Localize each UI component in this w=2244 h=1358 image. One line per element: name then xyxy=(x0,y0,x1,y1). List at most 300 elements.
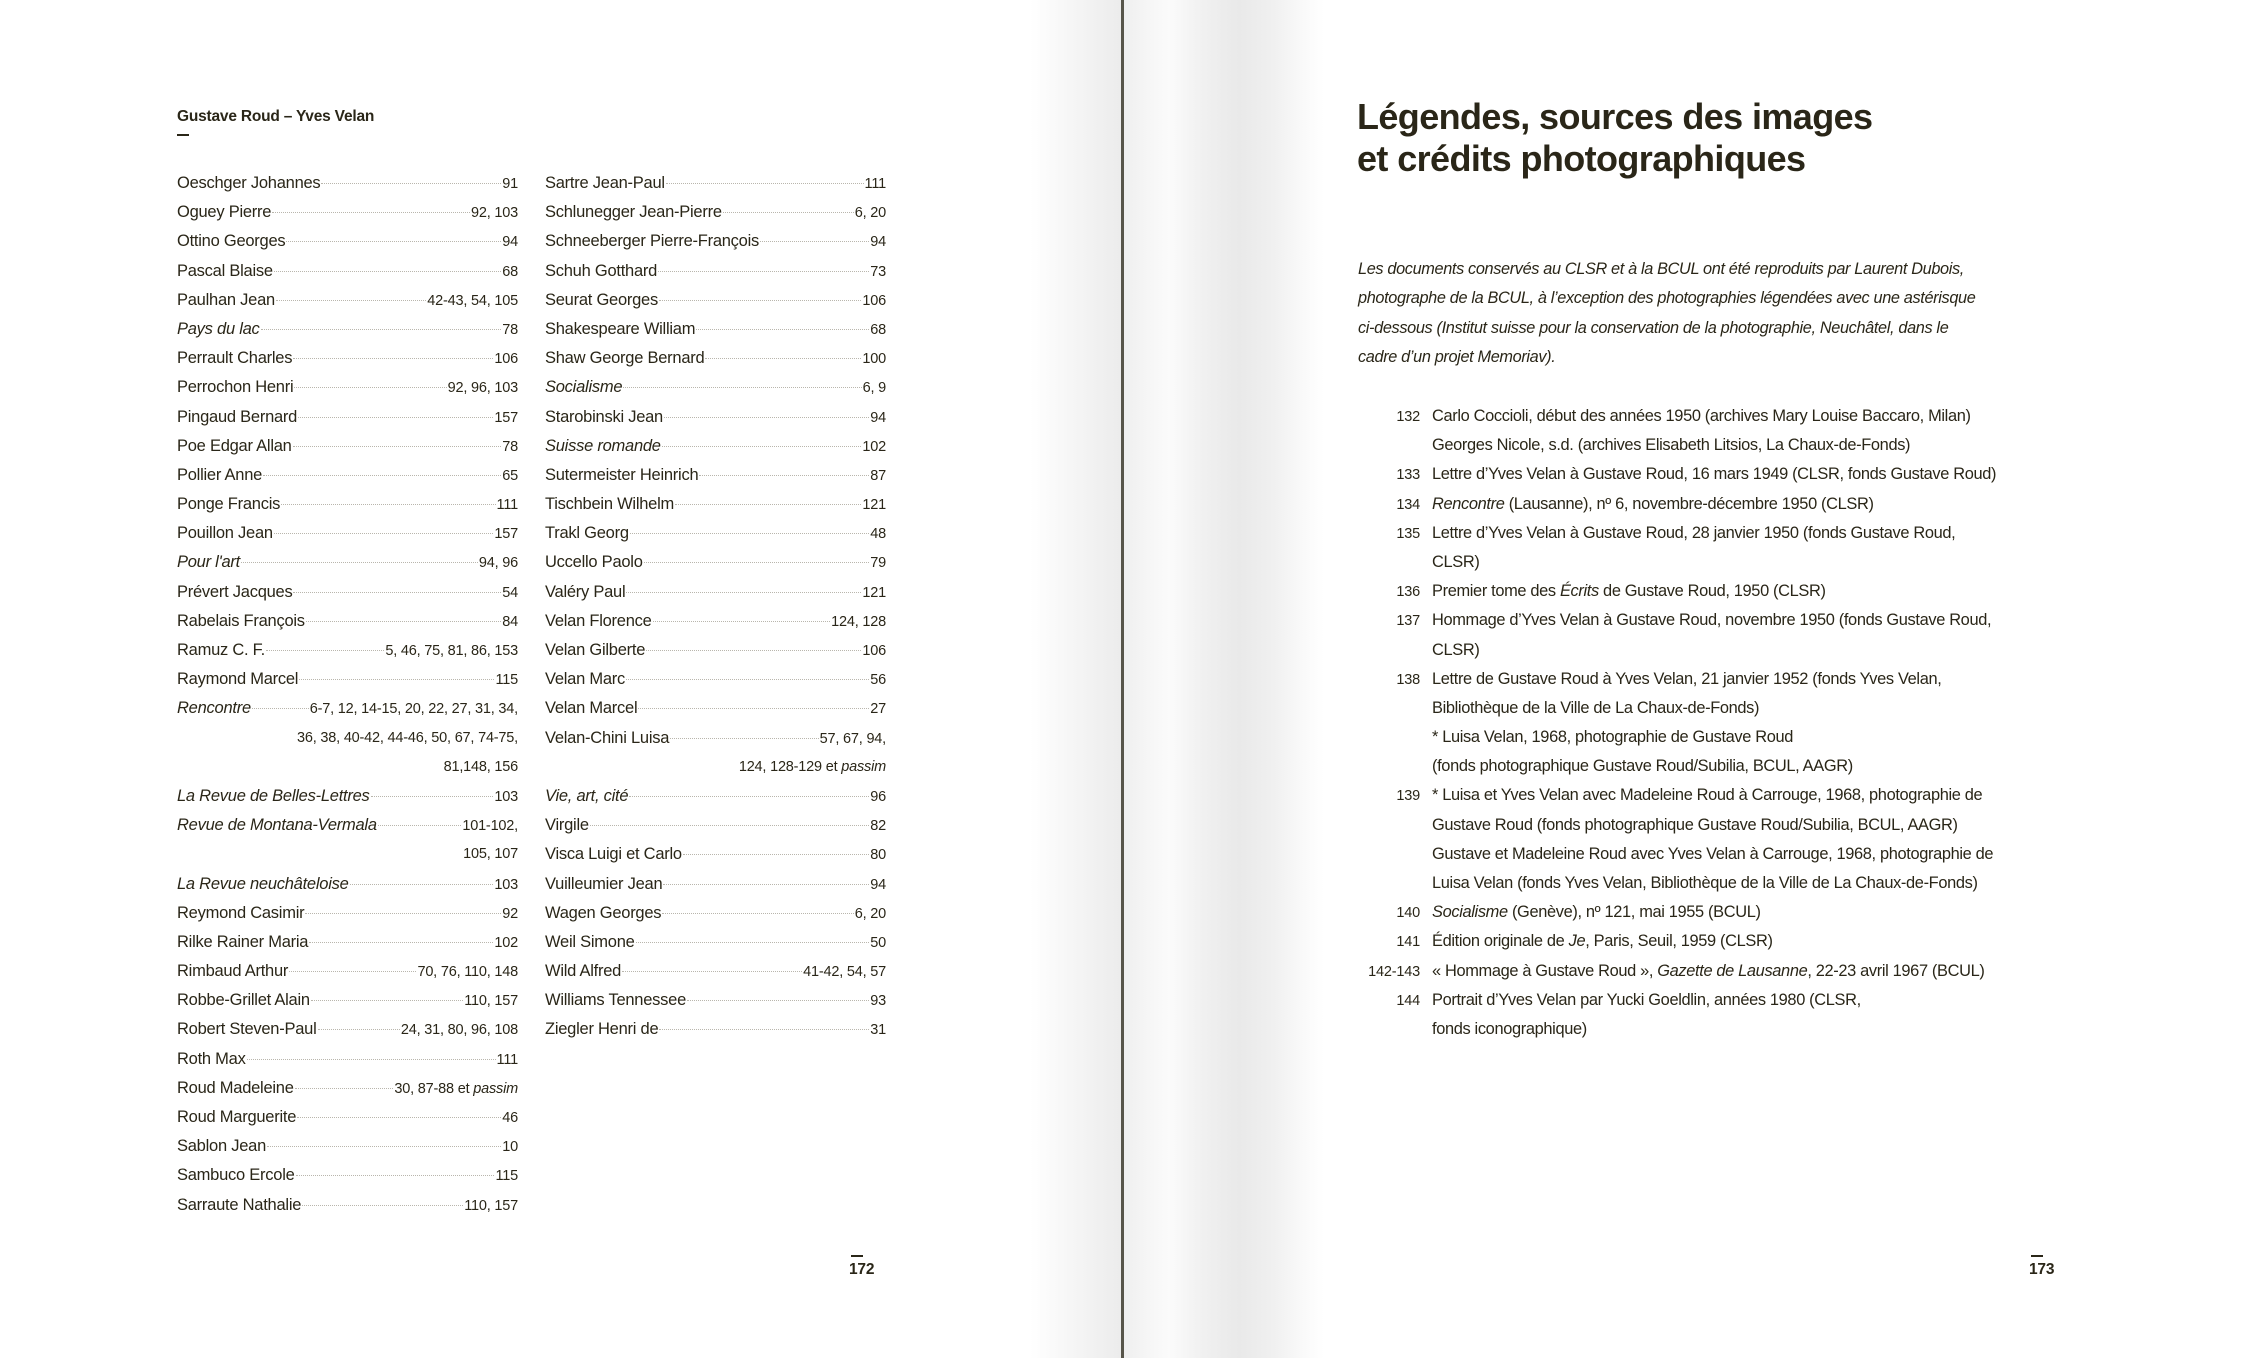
leader-dots xyxy=(263,475,501,476)
entry-pages: 111 xyxy=(864,176,886,192)
caption-entry xyxy=(1340,957,1996,986)
entry-name: Robbe-Grillet Alain xyxy=(177,991,310,1010)
index-entry xyxy=(545,957,886,986)
leader-dots xyxy=(350,884,494,885)
index-column-2 xyxy=(545,169,886,1045)
caption-page-number: 134 xyxy=(1396,496,1420,513)
entry-name: Oeschger Johannes xyxy=(177,174,321,192)
leader-dots xyxy=(646,650,861,651)
caption-text: Rencontre (Lausanne), nº 6, novembre-décembre 1950 (CLSR) xyxy=(1432,494,1874,513)
entry-pages: 106 xyxy=(494,351,518,368)
entry-pages: 91 xyxy=(502,176,518,192)
leader-dots xyxy=(659,300,861,301)
index-entry xyxy=(177,432,518,461)
caption-line xyxy=(1340,869,1996,898)
index-entry xyxy=(177,519,518,548)
caption-text: fonds iconographique) xyxy=(1432,1019,1587,1038)
leader-dots xyxy=(662,913,853,914)
entry-name: Socialisme xyxy=(545,378,623,397)
caption-text: CLSR) xyxy=(1432,552,1480,571)
entry-name: Velan-Chini Luisa xyxy=(545,728,670,747)
entry-pages: 110, 157 xyxy=(464,1197,518,1214)
caption-italic-title: Écrits xyxy=(1559,582,1599,601)
caption-line xyxy=(1340,431,1996,460)
index-entry xyxy=(177,373,518,402)
caption-line xyxy=(1340,957,1996,986)
entry-pages: 46 xyxy=(502,1110,518,1126)
leader-dots xyxy=(638,708,869,709)
caption-line xyxy=(1340,840,1996,869)
section-title xyxy=(1357,96,1872,180)
entry-pages: 27 xyxy=(870,701,886,718)
entry-name: La Revue neuchâteloise xyxy=(177,874,349,893)
entry-name: Weil Simone xyxy=(545,932,635,951)
index-entry xyxy=(177,403,518,432)
leader-dots xyxy=(252,708,309,709)
index-entry xyxy=(177,607,518,636)
leader-dots xyxy=(658,271,869,272)
entry-name: Rimbaud Arthur xyxy=(177,962,289,981)
leader-dots xyxy=(626,679,869,680)
index-entry xyxy=(545,432,886,461)
index-entry-continuation xyxy=(177,840,518,869)
leader-dots xyxy=(272,212,470,213)
passim-label: passim xyxy=(841,758,886,775)
page-number-right: 173 xyxy=(2029,1261,2055,1278)
entry-name: Suisse romande xyxy=(545,436,661,455)
leader-dots xyxy=(311,1000,463,1001)
caption-list xyxy=(1340,402,1996,1044)
caption-entry xyxy=(1340,665,1996,782)
entry-pages: 50 xyxy=(870,934,886,951)
entry-pages: 6, 20 xyxy=(854,905,886,922)
leader-dots xyxy=(289,971,416,972)
leader-dots xyxy=(267,1146,501,1147)
entry-name: Perrault Charles xyxy=(177,349,293,368)
caption-page-number: 136 xyxy=(1396,584,1420,601)
entry-name: Reymond Casimir xyxy=(177,903,305,922)
leader-dots xyxy=(274,271,501,272)
entry-pages: 65 xyxy=(502,467,518,484)
entry-name: Ziegler Henri de xyxy=(545,1020,659,1039)
entry-pages: 80 xyxy=(870,847,886,864)
caption-line xyxy=(1340,811,1996,840)
leader-dots xyxy=(378,825,462,826)
caption-page-number: 140 xyxy=(1396,905,1420,922)
intro-paragraph xyxy=(1358,255,1975,372)
leader-dots xyxy=(306,621,501,622)
leader-dots xyxy=(636,942,870,943)
index-entry xyxy=(177,548,518,577)
index-entry xyxy=(545,286,886,315)
entry-pages: 110, 157 xyxy=(464,993,518,1010)
index-entry xyxy=(545,694,886,723)
index-entry xyxy=(177,1103,518,1132)
caption-page-number: 144 xyxy=(1396,992,1420,1009)
index-entry xyxy=(545,373,886,402)
index-entry xyxy=(177,1015,518,1044)
caption-text: Georges Nicole, s.d. (archives Elisabeth Litsios, La Chaux-de-Fonds) xyxy=(1432,436,1911,455)
leader-dots xyxy=(299,679,494,680)
entry-pages: 54 xyxy=(502,584,518,601)
caption-italic-title: Je xyxy=(1568,932,1586,951)
index-entry xyxy=(177,1074,518,1103)
leader-dots xyxy=(687,1000,869,1001)
caption-line xyxy=(1340,752,1996,781)
caption-text: * Luisa Velan, 1968, photographie de Gustave Roud xyxy=(1432,728,1794,747)
entry-pages: 121 xyxy=(862,584,886,601)
leader-dots xyxy=(666,183,864,184)
entry-name: Uccello Paolo xyxy=(545,553,643,572)
index-entry xyxy=(177,198,518,227)
entry-name: Starobinski Jean xyxy=(545,407,663,426)
leader-dots xyxy=(298,417,493,418)
caption-page-number: 139 xyxy=(1396,788,1420,805)
entry-name: Schuh Gotthard xyxy=(545,261,658,280)
index-entry xyxy=(545,198,886,227)
entry-pages: 111 xyxy=(496,1051,518,1068)
index-entry xyxy=(177,665,518,694)
leader-dots xyxy=(261,329,502,330)
index-entry xyxy=(545,403,886,432)
entry-name: Wagen Georges xyxy=(545,903,662,922)
caption-text: Gustave Roud (fonds photographique Gustave Roud/Subilia, BCUL, AAGR) xyxy=(1432,815,1958,834)
index-entry xyxy=(545,490,886,519)
entry-name: Velan Gilberte xyxy=(545,641,646,659)
leader-dots xyxy=(626,592,861,593)
index-entry xyxy=(177,957,518,986)
index-entry xyxy=(177,899,518,928)
index-entry xyxy=(545,899,886,928)
caption-text: Luisa Velan (fonds Yves Velan, Bibliothèque de la Ville de La Chaux-de-Fonds) xyxy=(1432,874,1978,892)
entry-name: Schlunegger Jean-Pierre xyxy=(545,203,722,222)
entry-name: Wild Alfred xyxy=(545,962,622,981)
caption-line xyxy=(1340,781,1996,810)
intro-line: ci-dessous (Institut suisse pour la conservation de la photographie, Neuchâtel, dans le xyxy=(1358,318,1949,337)
entry-pages: 84 xyxy=(502,613,518,630)
leader-dots xyxy=(293,358,493,359)
entry-pages: 5, 46, 75, 81, 86, 153 xyxy=(385,643,518,659)
title-line: et crédits photographiques xyxy=(1357,138,1806,179)
entry-pages: 92 xyxy=(502,905,518,922)
intro-line: Les documents conservés au CLSR et à la BCUL ont été reproduits par Laurent Dubois, xyxy=(1358,260,1964,278)
entry-name: Vuilleumier Jean xyxy=(545,874,663,893)
entry-pages: 157 xyxy=(494,526,518,543)
entry-pages: 100 xyxy=(862,351,886,368)
entry-pages: 57, 67, 94, xyxy=(819,730,886,747)
entry-name: Oguey Pierre xyxy=(177,203,272,222)
index-entry xyxy=(545,257,886,286)
entry-pages: 87 xyxy=(870,467,886,484)
entry-pages: 56 xyxy=(870,672,886,689)
leader-dots xyxy=(629,796,869,797)
entry-name: Poe Edgar Allan xyxy=(177,436,292,455)
caption-italic-title: Gazette de Lausanne xyxy=(1657,961,1808,980)
entry-name: Vie, art, cité xyxy=(545,786,629,805)
index-entry xyxy=(177,1045,518,1074)
entry-pages: 42-43, 54, 105 xyxy=(427,292,518,309)
entry-pages: 93 xyxy=(870,993,886,1010)
index-entry xyxy=(545,344,886,373)
index-column-1 xyxy=(177,169,518,1220)
entry-pages: 121 xyxy=(862,497,886,514)
index-entry xyxy=(177,490,518,519)
leader-dots xyxy=(659,1029,869,1030)
caption-text: « Hommage à Gustave Roud », Gazette de Lausanne, 22-23 avril 1967 (BCUL) xyxy=(1432,961,1985,980)
caption-text: Gustave et Madeleine Roud avec Yves Velan à Carrouge, 1968, photographie de xyxy=(1432,844,1994,863)
entry-name: Velan Marc xyxy=(545,670,626,689)
entry-pages: 68 xyxy=(870,321,886,338)
entry-name: Visca Luigi et Carlo xyxy=(545,845,682,864)
index-entry xyxy=(545,665,886,694)
entry-pages: 48 xyxy=(870,526,886,543)
caption-text: (fonds photographique Gustave Roud/Subilia, BCUL, AAGR) xyxy=(1432,757,1853,776)
index-entry xyxy=(177,1132,518,1161)
entry-name: Sartre Jean-Paul xyxy=(545,174,665,192)
index-entry xyxy=(177,286,518,315)
entry-pages: 10 xyxy=(502,1139,518,1156)
index-entry xyxy=(177,870,518,899)
entry-pages: 6-7, 12, 14-15, 20, 22, 27, 31, 34, xyxy=(309,701,518,718)
entry-pages: 78 xyxy=(502,321,518,338)
entry-name: Pouillon Jean xyxy=(177,524,273,543)
entry-pages: 124, 128 xyxy=(831,613,886,630)
entry-pages: 82 xyxy=(870,818,886,835)
running-head: Gustave Roud – Yves Velan xyxy=(177,108,375,125)
entry-name: Prévert Jacques xyxy=(177,582,293,601)
caption-entry xyxy=(1340,402,1996,460)
entry-name: Velan Marcel xyxy=(545,699,638,718)
index-entry xyxy=(545,840,886,869)
entry-pages: 157 xyxy=(494,409,518,426)
index-entry xyxy=(177,257,518,286)
index-entry xyxy=(545,1015,886,1044)
caption-text: Carlo Coccioli, début des années 1950 (archives Mary Louise Baccaro, Milan) xyxy=(1432,407,1971,425)
leader-dots xyxy=(318,1029,400,1030)
index-entry xyxy=(177,1161,518,1190)
folio-dash xyxy=(851,1255,863,1257)
leader-dots xyxy=(302,1205,463,1206)
entry-pages: 101-102, xyxy=(462,818,518,835)
entry-pages: 94 xyxy=(870,876,886,893)
index-entry xyxy=(545,227,886,256)
leader-dots xyxy=(371,796,494,797)
leader-dots xyxy=(663,884,869,885)
index-entry xyxy=(177,1191,518,1220)
passim-label: passim xyxy=(473,1080,518,1097)
entry-name: Sablon Jean xyxy=(177,1137,266,1156)
caption-line xyxy=(1340,694,1996,723)
entry-name: Seurat Georges xyxy=(545,290,658,309)
entry-name: Roth Max xyxy=(177,1049,246,1068)
caption-line xyxy=(1340,986,1996,1015)
index-entry xyxy=(177,578,518,607)
entry-name: Roud Madeleine xyxy=(177,1078,294,1097)
leader-dots xyxy=(281,504,495,505)
left-page xyxy=(0,0,1121,1358)
entry-name: Pingaud Bernard xyxy=(177,407,298,426)
leader-dots xyxy=(590,825,869,826)
entry-name: Pays du lac xyxy=(177,319,260,338)
caption-page-number: 133 xyxy=(1396,467,1420,484)
index-entry xyxy=(545,548,886,577)
caption-page-number: 142-143 xyxy=(1368,963,1420,980)
leader-dots xyxy=(295,1088,394,1089)
entry-pages: 111 xyxy=(496,497,518,514)
entry-pages: 115 xyxy=(495,1168,518,1185)
caption-entry xyxy=(1340,898,1996,927)
entry-pages: 96 xyxy=(870,788,886,805)
caption-text: Lettre de Gustave Roud à Yves Velan, 21 janvier 1952 (fonds Yves Velan, xyxy=(1432,669,1942,688)
leader-dots xyxy=(296,1175,495,1176)
entry-pages: 92, 103 xyxy=(471,205,518,222)
leader-dots xyxy=(622,971,802,972)
entry-pages: 6, 20 xyxy=(854,205,886,222)
index-entry xyxy=(177,928,518,957)
entry-pages: 103 xyxy=(494,788,518,805)
caption-line xyxy=(1340,723,1996,752)
caption-entry xyxy=(1340,460,1996,489)
index-entry xyxy=(177,782,518,811)
index-entry xyxy=(177,461,518,490)
entry-name: Valéry Paul xyxy=(545,582,626,601)
index-entry-continuation xyxy=(177,724,518,753)
entry-pages: 102 xyxy=(494,934,518,951)
leader-dots xyxy=(276,300,426,301)
caption-text: Lettre d’Yves Velan à Gustave Roud, 28 janvier 1950 (fonds Gustave Roud, xyxy=(1432,523,1956,542)
caption-page-number: 132 xyxy=(1396,409,1420,425)
leader-dots xyxy=(664,417,869,418)
leader-dots xyxy=(696,329,869,330)
index-entry xyxy=(177,811,518,840)
leader-dots xyxy=(699,475,869,476)
leader-dots xyxy=(683,854,869,855)
index-entry xyxy=(177,344,518,373)
caption-line xyxy=(1340,1015,1996,1044)
entry-name: Velan Florence xyxy=(545,611,652,630)
entry-pages: 68 xyxy=(502,263,518,280)
leader-dots xyxy=(305,913,501,914)
caption-entry xyxy=(1340,490,1996,519)
index-entry xyxy=(545,519,886,548)
caption-entry xyxy=(1340,519,1996,577)
entry-pages: 94 xyxy=(870,234,886,251)
caption-page-number: 137 xyxy=(1396,613,1420,630)
entry-pages: 92, 96, 103 xyxy=(447,380,518,397)
folio-dash xyxy=(2031,1255,2043,1257)
index-entry xyxy=(177,169,518,198)
caption-italic-title: Rencontre xyxy=(1432,494,1505,513)
entry-name: Shakespeare William xyxy=(545,319,696,338)
entry-name: Perrochon Henri xyxy=(177,378,294,397)
index-entry xyxy=(177,227,518,256)
page-number-left: 172 xyxy=(849,1261,875,1278)
entry-name: Tischbein Wilhelm xyxy=(545,495,675,514)
entry-name: Ottino Georges xyxy=(177,232,286,251)
entry-name: Sutermeister Heinrich xyxy=(545,465,699,484)
caption-page-number: 138 xyxy=(1396,671,1420,688)
index-entry xyxy=(545,607,886,636)
leader-dots xyxy=(286,241,501,242)
title-line: Légendes, sources des images xyxy=(1357,96,1873,137)
intro-line: cadre d’un projet Memoriav). xyxy=(1358,347,1556,366)
leader-dots xyxy=(662,446,862,447)
caption-line xyxy=(1340,460,1996,489)
caption-line xyxy=(1340,636,1996,665)
leader-dots xyxy=(294,387,446,388)
entry-pages: 115 xyxy=(495,672,518,689)
entry-pages: 106 xyxy=(862,292,886,309)
caption-entry xyxy=(1340,577,1996,606)
intro-line: photographe de la BCUL, à l’exception des photographies légendées avec une astérisque xyxy=(1358,289,1976,308)
caption-text: Premier tome des Écrits de Gustave Roud, 1950 (CLSR) xyxy=(1432,582,1826,601)
index-entry xyxy=(545,928,886,957)
caption-text: CLSR) xyxy=(1432,640,1480,659)
entry-pages: 106 xyxy=(862,643,886,659)
caption-entry xyxy=(1340,927,1996,956)
entry-pages: 94 xyxy=(870,409,886,426)
leader-dots xyxy=(309,942,493,943)
entry-pages: 79 xyxy=(870,555,886,572)
caption-text: Portrait d’Yves Velan par Yucki Goeldlin, années 1980 (CLSR, xyxy=(1432,990,1861,1009)
leader-dots xyxy=(247,1059,496,1060)
entry-pages: 78 xyxy=(502,438,518,455)
leader-dots xyxy=(321,183,501,184)
index-entry xyxy=(545,870,886,899)
entry-pages: 41-42, 54, 57 xyxy=(803,964,886,981)
leader-dots xyxy=(266,650,384,651)
caption-text: Bibliothèque de la Ville de La Chaux-de-Fonds) xyxy=(1432,698,1760,717)
index-entry xyxy=(177,636,518,665)
entry-pages: 36, 38, 40-42, 44-46, 50, 67, 74-75, xyxy=(297,729,518,746)
entry-pages: 30, 87-88 et passim xyxy=(394,1080,518,1097)
entry-name: Raymond Marcel xyxy=(177,670,299,689)
entry-name: Pour l'art xyxy=(177,553,241,572)
index-entry xyxy=(545,782,886,811)
leader-dots xyxy=(723,212,854,213)
caption-text: Édition originale de Je, Paris, Seuil, 1959 (CLSR) xyxy=(1432,932,1773,951)
index-entry xyxy=(177,694,518,723)
entry-name: Williams Tennessee xyxy=(545,991,687,1010)
entry-pages: 102 xyxy=(862,438,886,455)
index-entry-continuation xyxy=(177,753,518,782)
entry-pages: 124, 128-129 et passim xyxy=(738,758,886,775)
leader-dots xyxy=(705,358,861,359)
entry-pages: 24, 31, 80, 96, 108 xyxy=(400,1022,518,1039)
leader-dots xyxy=(760,241,869,242)
index-entry xyxy=(545,986,886,1015)
caption-page-number: 141 xyxy=(1396,934,1420,951)
index-entry xyxy=(545,169,886,198)
entry-pages: 70, 76, 110, 148 xyxy=(417,964,518,981)
caption-line xyxy=(1340,927,1996,956)
entry-name: Ponge Francis xyxy=(177,495,281,514)
index-entry xyxy=(177,986,518,1015)
entry-pages: 94, 96 xyxy=(478,555,518,572)
entry-pages: 103 xyxy=(494,876,518,893)
entry-pages: 73 xyxy=(870,263,886,280)
leader-dots xyxy=(297,1117,501,1118)
entry-name: Rencontre xyxy=(177,699,251,718)
index-entry xyxy=(545,636,886,665)
leader-dots xyxy=(630,533,870,534)
entry-name: Sarraute Nathalie xyxy=(177,1195,302,1214)
index-entry xyxy=(177,315,518,344)
running-head-dash xyxy=(177,134,189,136)
index-entry xyxy=(545,811,886,840)
caption-entry xyxy=(1340,606,1996,664)
leader-dots xyxy=(293,446,502,447)
